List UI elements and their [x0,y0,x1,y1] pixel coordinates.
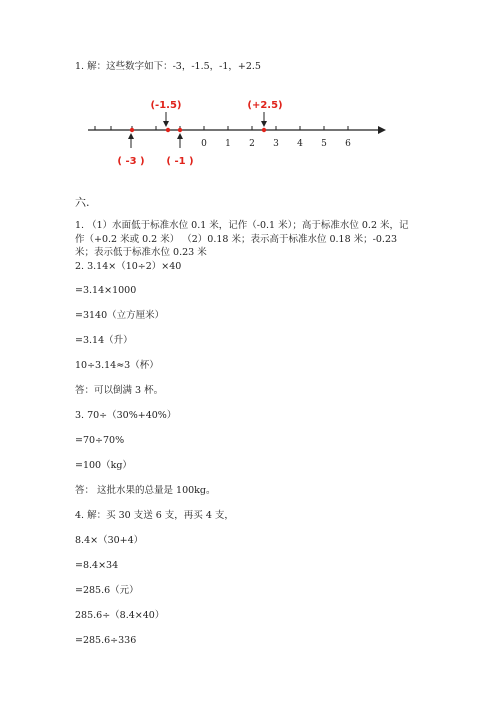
text-line: =285.6（元） [75,585,139,596]
text-line: =285.6÷336 [75,635,137,646]
text-line: =3.14（升） [75,335,133,346]
arrow-down-icon [261,121,267,127]
q1-intro: 1. 解：这些数字如下：-3，-1.5，-1，+2.5 [75,61,261,72]
number-line-arrow-icon [378,126,386,134]
label-neg1-5: (-1.5) [150,100,182,111]
arrow-down-icon [163,121,169,127]
text-line: 3. 70÷（30%+40%） [75,410,177,421]
arrow-up-icon [177,133,183,139]
label-pos2-5: (+2.5) [247,100,283,111]
label-neg3: ( -3 ) [117,156,145,167]
text-line: 答： 这批水果的总量是 100kg。 [75,485,216,496]
arrow-up-icon [128,133,134,139]
tick-label: 6 [345,139,351,149]
tick-label: 1 [225,139,231,149]
point-neg1-5 [166,128,170,132]
text-line: =8.4×34 [75,560,119,571]
text-line: 答：可以倒满 3 杯。 [75,385,164,396]
point-neg3 [130,128,134,132]
text-line: 作（+0.2 米或 0.2 米） （2）0.18 米；表示高于标准水位 0.18 米；-0.23 [75,234,398,245]
text-line: 4. 解：买 30 支送 6 支，再买 4 支， [75,510,234,521]
text-line: 2. 3.14×（10÷2）×40 [75,261,182,272]
text-line: 1. （1）水面低于标准水位 0.1 米，记作（-0.1 米）；高于标准水位 0.2 米，记 [75,220,409,231]
text-line: 10÷3.14≈3（杯） [75,360,159,371]
tick-label: 3 [273,139,279,149]
tick-label: 5 [321,139,327,149]
tick-label: 0 [201,139,207,149]
text-line: 285.6÷（8.4×40） [75,610,165,621]
text-line: =70÷70% [75,435,125,446]
tick-label: 4 [297,139,303,149]
text-line: 米；表示低于标准水位 0.23 米 [75,247,207,258]
label-neg1: ( -1 ) [166,156,194,167]
text-line: =100（kg） [75,460,132,471]
point-neg1 [178,128,182,132]
tick-label: 2 [249,139,255,149]
text-line: =3140（立方厘米） [75,310,165,321]
text-line: =3.14×1000 [75,285,137,296]
point-pos2-5 [262,128,266,132]
section-title: 六. [75,196,90,209]
text-line: 8.4×（30+4） [75,535,144,546]
number-line [80,90,390,175]
